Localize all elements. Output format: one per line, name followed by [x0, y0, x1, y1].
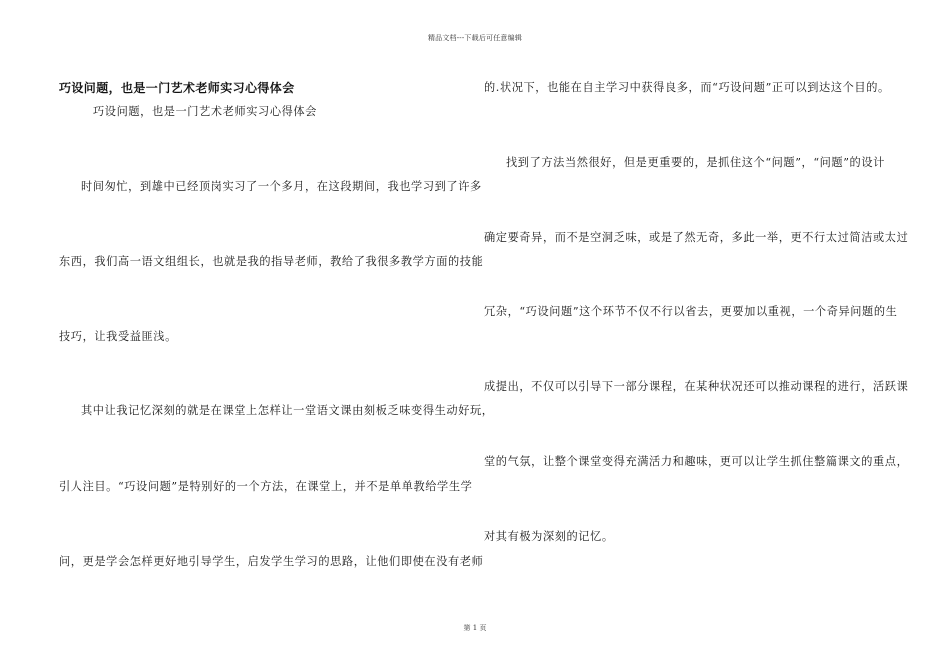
page-number: 第 1 页: [463, 624, 487, 632]
paragraph-line: 引人注目。“巧设问题”是特别好的一个方法，在课堂上，并不是单单教给学生学: [59, 480, 473, 493]
article-title: 巧设问题，也是一门艺术老师实习心得体会: [59, 81, 295, 95]
paragraph-line: 确定要奇异，而不是空洞乏味，或是了然无奇，多此一举，更不行太过简洁或太过: [484, 231, 909, 244]
paragraph-line: 时间匆忙，到雄中已经顶岗实习了一个多月，在这段期间，我也学习到了许多: [81, 180, 482, 193]
paragraph-line: 冗杂，“巧设问题”这个环节不仅不行以省去，更要加以重视，一个奇异问题的生: [484, 305, 898, 318]
paragraph-line: 堂的气氛，让整个课堂变得充满活力和趣味，更可以让学生抓住整篇课文的重点，: [484, 455, 909, 468]
paragraph-line: 其中让我记忆深刻的就是在课堂上怎样让一堂语文课由刻板乏味变得生动好玩，: [81, 404, 494, 417]
paragraph-line: 的.状况下，也能在自主学习中获得良多，而“巧设问题”正可以到达这个目的。: [484, 81, 890, 94]
article-subtitle: 巧设问题，也是一门艺术老师实习心得体会: [93, 105, 317, 118]
paragraph-line: 对其有极为深刻的记忆。: [484, 530, 614, 543]
paragraph-line: 成提出，不仅可以引导下一部分课程，在某种状况还可以推动课程的进行，活跃课: [484, 380, 909, 393]
paragraph-line: 东西，我们高一语文组组长，也就是我的指导老师，教给了我很多教学方面的技能: [59, 255, 484, 268]
paragraph-line: 问，更是学会怎样更好地引导学生，启发学生学习的思路，让他们即使在没有老师: [59, 555, 484, 568]
paragraph-line: 找到了方法当然很好，但是更重要的，是抓住这个“问题”，“问题”的设计: [506, 156, 885, 169]
page-header-note: 精品文档---下载后可任意编辑: [427, 34, 523, 42]
paragraph-line: 技巧，让我受益匪浅。: [59, 330, 177, 343]
